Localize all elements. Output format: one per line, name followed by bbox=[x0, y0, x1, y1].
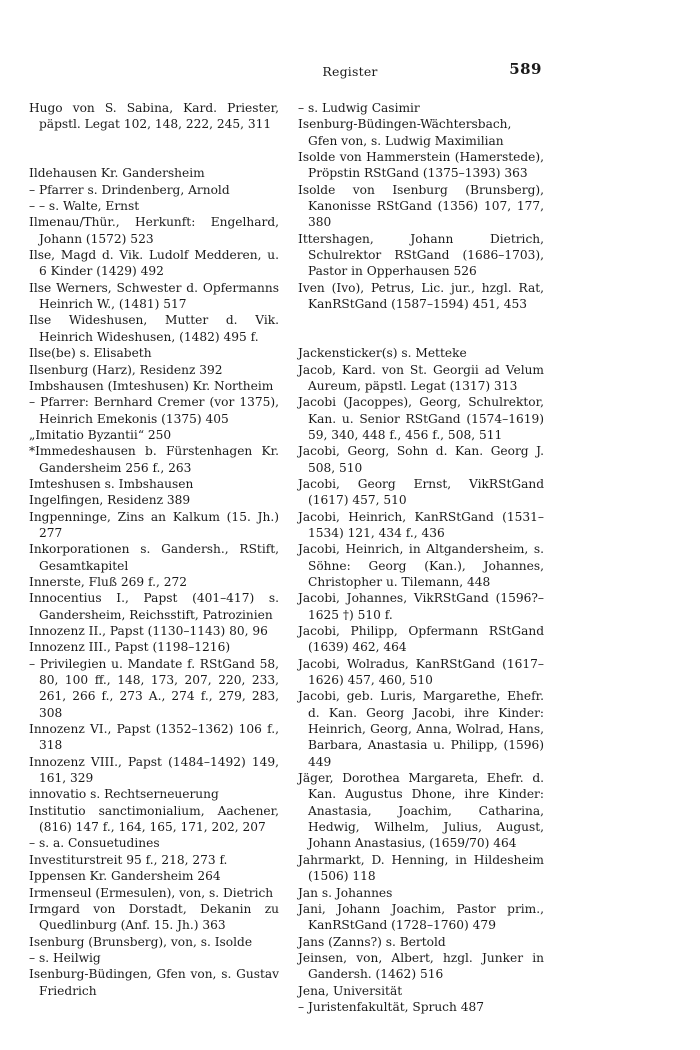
index-entry: Investiturstreit 95 f., 218, 273 f. bbox=[29, 852, 228, 867]
index-entry: „Imitatio Byzantii“ 250 bbox=[29, 427, 172, 442]
index-entry: Ittershagen, Johann Dietrich, Schulrektor RStGand (1686–1703), Pastor in Opperhausen 526 bbox=[298, 231, 544, 279]
index-entry: Ilse Werners, Schwester d. Opfermanns Heinrich W., (1481) 517 bbox=[29, 280, 279, 312]
index-entry: – s. Heilwig bbox=[29, 950, 101, 965]
index-entry: Innozenz VI., Papst (1352–1362) 106 f., 318 bbox=[29, 722, 279, 753]
index-entry: Ilmenau/Thür., Herkunft: Engelhard, Johann (1572) 523 bbox=[29, 215, 279, 246]
index-entry: Imbshausen (Imteshusen) Kr. Northeim bbox=[29, 378, 274, 393]
index-entry: Innozenz III., Papst (1198–1216) bbox=[29, 640, 231, 655]
index-entry: Jacobi (Jacoppes), Georg, Schulrektor, Kan. u. Senior RStGand (1574–1619) 59, 340, 448 f., 456 f., 508, 511 bbox=[298, 395, 544, 442]
index-column-left bbox=[29, 100, 279, 999]
index-entry: Jacobi, Heinrich, in Altgandersheim, s. Söhne: Georg (Kan.), Johannes, Christopher u. Tilemann, 448 bbox=[298, 542, 544, 589]
page-header bbox=[0, 0, 700, 95]
index-entry: Jäger, Dorothea Margareta, Ehefr. d. Kan. Augustus Dhone, ihre Kinder: Anastasia, Joachim, Catharina, Hedwig, Wilhelm, Julius, August, Johann Anastasius, (1659/70) 464 bbox=[298, 771, 544, 851]
index-entry: – Pfarrer s. Drindenberg, Arnold bbox=[29, 182, 230, 197]
index-entry: Ilsenburg (Harz), Residenz 392 bbox=[29, 362, 223, 377]
index-entry: Jahrmarkt, D. Henning, in Hildesheim (1506) 118 bbox=[298, 852, 544, 884]
index-entry: Ilse, Magd d. Vik. Ludolf Medderen, u. 6 Kinder (1429) 492 bbox=[29, 248, 279, 279]
index-entry: – Pfarrer: Bernhard Cremer (vor 1375), Heinrich Emekonis (1375) 405 bbox=[29, 395, 279, 426]
index-column-right bbox=[298, 100, 544, 1015]
index-entry: Ilse(be) s. Elisabeth bbox=[29, 346, 152, 361]
index-entry: Jacobi, Heinrich, KanRStGand (1531–1534) 121, 434 f., 436 bbox=[298, 509, 544, 540]
index-entry: Jani, Johann Joachim, Pastor prim., KanRStGand (1728–1760) 479 bbox=[298, 901, 544, 933]
index-entry: Isenburg-Büdingen, Gfen von, s. Gustav Friedrich bbox=[29, 967, 279, 998]
index-entry: Jacobi, Georg, Sohn d. Kan. Georg J. 508, 510 bbox=[298, 444, 544, 475]
index-entry: Imteshusen s. Imbshausen bbox=[29, 476, 194, 491]
index-entry: Jackensticker(s) s. Metteke bbox=[298, 346, 467, 361]
index-entry: innovatio s. Rechtserneuerung bbox=[29, 787, 219, 802]
index-entry: Jans (Zanns?) s. Bertold bbox=[298, 934, 446, 949]
index-entry: – Privilegien u. Mandate f. RStGand 58, 80, 100 ff., 148, 173, 207, 220, 233, 261, 266 f., 273 A., 274 f., 279, 283, 308 bbox=[29, 656, 279, 720]
index-entry: Innocentius I., Papst (401–417) s. Gandersheim, Reichsstift, Patrozinien bbox=[29, 591, 279, 622]
index-entry: Isolde von Hammerstein (Hamerstede), Pröpstin RStGand (1375–1393) 363 bbox=[298, 150, 544, 181]
index-entry: Jacob, Kard. von St. Georgii ad Velum Aureum, päpstl. Legat (1317) 313 bbox=[298, 362, 544, 393]
index-entry: – s. Ludwig Casimir bbox=[298, 101, 420, 115]
index-entry: Jacobi, Johannes, VikRStGand (1596?–1625 †) 510 f. bbox=[298, 591, 544, 622]
index-entry: *Immedeshausen b. Fürstenhagen Kr. Gandersheim 256 f., 263 bbox=[29, 444, 279, 475]
index-entry: Isenburg-Büdingen-Wächtersbach, Gfen von, s. Ludwig Maximilian bbox=[298, 117, 512, 148]
index-entry: Jacobi, geb. Luris, Margarethe, Ehefr. d. Kan. Georg Jacobi, ihre Kinder: Heinrich, Georg, Anna, Wolrad, Hans, Barbara, Anastasia u. Philipp, (1596) 449 bbox=[298, 689, 544, 769]
index-entry: Ippensen Kr. Gandersheim 264 bbox=[29, 869, 221, 884]
page-number: 589 bbox=[509, 60, 542, 78]
index-entry: Ingelfingen, Residenz 389 bbox=[29, 493, 191, 508]
index-entry: – – s. Walte, Ernst bbox=[29, 199, 140, 214]
index-entry: Institutio sanctimonialium, Aachener, (816) 147 f., 164, 165, 171, 202, 207 bbox=[29, 803, 279, 835]
index-entry: Irmgard von Dorstadt, Dekanin zu Quedlinburg (Anf. 15. Jh.) 363 bbox=[29, 901, 279, 933]
running-header-title: Register bbox=[322, 64, 378, 79]
index-entry: Jan s. Johannes bbox=[298, 885, 393, 900]
index-entry: – Juristenfakultät, Spruch 487 bbox=[298, 999, 484, 1014]
index-entry: Ildehausen Kr. Gandersheim bbox=[29, 166, 205, 181]
index-entry: Inkorporationen s. Gandersh., RStift, Gesamtkapitel bbox=[29, 542, 279, 573]
index-entry: Irmenseul (Ermesulen), von, s. Dietrich bbox=[29, 885, 274, 900]
index-entry: Innozenz II., Papst (1130–1143) 80, 96 bbox=[29, 624, 268, 638]
index-entry: Isenburg (Brunsberg), von, s. Isolde bbox=[29, 934, 253, 949]
index-entry: Innerste, Fluß 269 f., 272 bbox=[29, 574, 187, 589]
index-entry: Ilse Wideshusen, Mutter d. Vik. Heinrich Wideshusen, (1482) 495 f. bbox=[29, 313, 279, 344]
index-entry: Ingpenninge, Zins an Kalkum (15. Jh.) 277 bbox=[29, 509, 279, 540]
index-entry: Jena, Universität bbox=[298, 983, 403, 998]
index-entry: – s. a. Consuetudines bbox=[29, 836, 160, 851]
index-entry: Jacobi, Georg Ernst, VikRStGand (1617) 457, 510 bbox=[298, 476, 544, 508]
index-entry: Isolde von Isenburg (Brunsberg), Kanonisse RStGand (1356) 107, 177, 380 bbox=[298, 182, 544, 230]
index-entry: Jacobi, Philipp, Opfermann RStGand (1639) 462, 464 bbox=[298, 624, 544, 655]
index-entry: Innozenz VIII., Papst (1484–1492) 149, 161, 329 bbox=[29, 754, 279, 786]
index-entry: Jeinsen, von, Albert, hzgl. Junker in Gandersh. (1462) 516 bbox=[298, 950, 544, 982]
index-entry: Jacobi, Wolradus, KanRStGand (1617–1626) 457, 460, 510 bbox=[298, 656, 544, 688]
index-entry: Hugo von S. Sabina, Kard. Priester, päpstl. Legat 102, 148, 222, 245, 311 bbox=[29, 101, 279, 132]
index-entry: Iven (Ivo), Petrus, Lic. jur., hzgl. Rat, KanRStGand (1587–1594) 451, 453 bbox=[298, 280, 544, 312]
